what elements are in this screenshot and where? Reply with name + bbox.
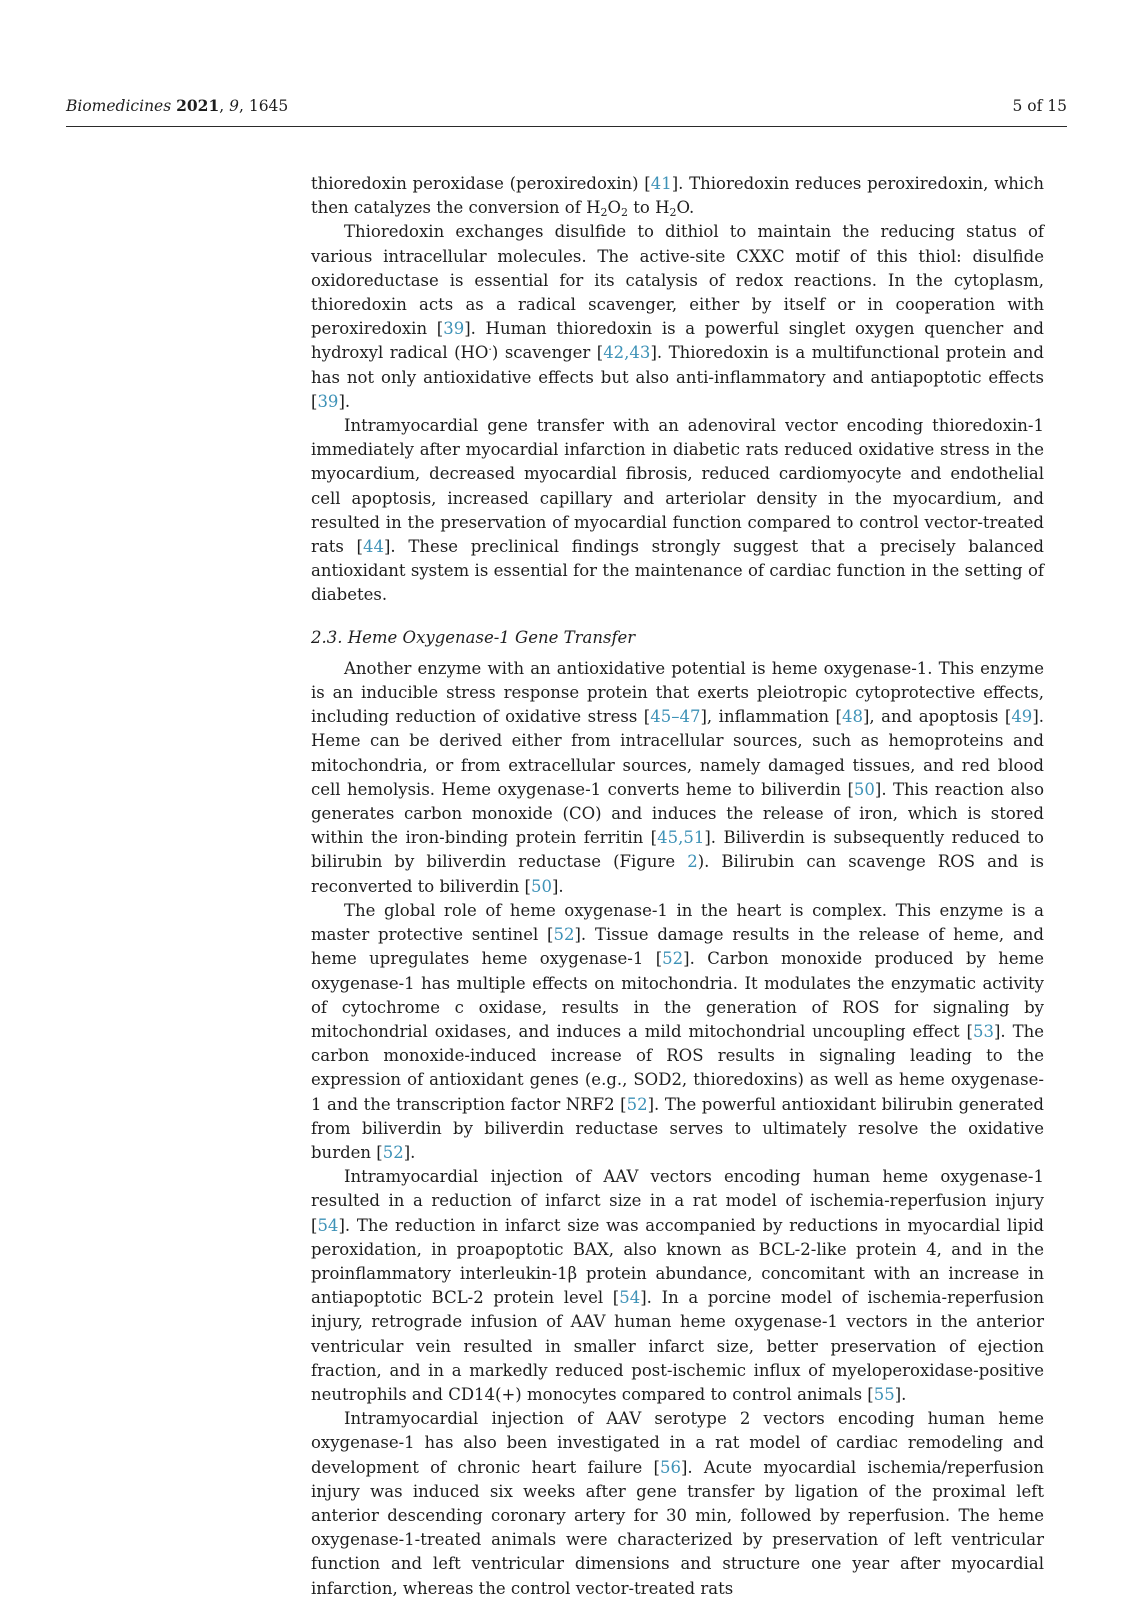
citation-link[interactable]: 39 — [443, 319, 465, 339]
header-text-run: Biomedicines — [66, 97, 177, 115]
citation-link[interactable]: 52 — [553, 925, 575, 945]
chemical-subscript: 2 — [621, 206, 629, 220]
citation-link[interactable]: 56 — [659, 1457, 681, 1477]
citation-link[interactable]: 53 — [972, 1021, 994, 1041]
paragraph: thioredoxin peroxidase (peroxiredoxin) [41]. Thioredoxin reduces peroxiredoxin, which then catalyzes the conversion of $H_2O_2$ to $H_2O$. — [311, 174, 1045, 220]
citation-link[interactable]: 44 — [363, 537, 384, 557]
paragraph: Thioredoxin exchanges disulfide to dithiol to maintain the reducing status of various intracellular molecules. The active-site CXXC motif of this thiol: disulfide oxidoreductase is essential for its catalysis of redox reactions. In the cytoplasm, thioredoxin acts as a radical scavenger, either by itself or in cooperation with peroxiredoxin [39]. Human thioredoxin is a powerful singlet oxygen quencher and hydroxyl radical (HO·) scavenger [42,43]. Thioredoxin is a multifunctional protein and has not only antioxidative effects but also anti-inflammatory and antiapoptotic effects [39]. — [311, 222, 1044, 411]
citation-link[interactable]: 52 — [626, 1094, 648, 1114]
citation-link[interactable]: 2 — [687, 852, 698, 872]
journal-citation — [66, 96, 288, 115]
running-head — [66, 96, 1067, 115]
paragraph: Intramyocardial injection of AAV vectors encoding human heme oxygenase-1 resulted in a reduction of infarct size in a rat model of ischemia-reperfusion injury [54]. The reduction in infarct size was accompanied by reductions in myocardial lipid peroxidation, in proapoptotic BAX, also known as BCL-2-like protein 4, and in the proinflammatory interleukin-1β protein abundance, concomitant with an increase in antiapoptotic BCL-2 protein level [54]. In a porcine model of ischemia-reperfusion injury, retrograde infusion of AAV human heme oxygenase-1 vectors in the anterior ventricular vein resulted in smaller infarct size, better preservation of ejection fraction, and in a markedly reduced post-ischemic influx of myeloperoxidase-positive neutrophils and CD14(+) monocytes compared to control animals [55]. — [311, 1167, 1044, 1404]
header-text-run: , — [219, 97, 230, 115]
citation-link[interactable]: 52 — [662, 949, 684, 969]
header-text-run: , 1645 — [238, 97, 289, 115]
header-text-run: 9 — [229, 97, 239, 115]
article-body — [311, 172, 1044, 1600]
paragraph: Intramyocardial injection of AAV serotype 2 vectors encoding human heme oxygenase-1 has also been investigated in a rat model of cardiac remodeling and development of chronic heart failure [56]. Acute myocardial ischemia/reperfusion injury was induced six weeks after gene transfer by ligation of the proximal left anterior descending coronary artery for 30 min, followed by reperfusion. The heme oxygenase-1-treated animals were characterized by preservation of left ventricular function and left ventricular dimensions and structure one year after myocardial infarction, whereas the control vector-treated rats — [311, 1409, 1044, 1598]
page-number-label: 5 of 15 — [1012, 97, 1067, 115]
header-text-run: 2021 — [176, 96, 220, 115]
citation-link[interactable]: 54 — [619, 1288, 641, 1308]
citation-link[interactable]: 41 — [650, 174, 672, 193]
citation-link[interactable]: 42,43 — [603, 343, 651, 363]
section-heading: 2.3. Heme Oxygenase-1 Gene Transfer — [311, 627, 636, 647]
paragraph: The global role of heme oxygenase-1 in the heart is complex. This enzyme is a master protective sentinel [52]. Tissue damage results in the release of heme, and heme upregulates heme oxygenase-1 [52]. Carbon monoxide produced by heme oxygenase-1 has multiple effects on mitochondria. It modulates the enzymatic activity of cytochrome c oxidase, results in the generation of ROS for signaling by mitochondrial oxidases, and induces a mild mitochondrial uncoupling effect [53]. The carbon monoxide-induced increase of ROS results in signaling leading to the expression of antioxidant genes (e.g., SOD2, thioredoxins) as well as heme oxygenase-1 and the transcription factor NRF2 [52]. The powerful antioxidant bilirubin generated from biliverdin by biliverdin reductase serves to ultimately resolve the oxidative burden [52]. — [311, 900, 1044, 1162]
citation-link[interactable]: 55 — [873, 1384, 895, 1404]
citation-link[interactable]: 50 — [853, 779, 875, 799]
paragraph: Intramyocardial gene transfer with an adenoviral vector encoding thioredoxin-1 immediately after myocardial infarction in diabetic rats reduced oxidative stress in the myocardium, decreased myocardial fibrosis, reduced cardiomyocyte and endothelial cell apoptosis, increased capillary and arteriolar density in the myocardium, and resulted in the preservation of myocardial function compared to control vector-treated rats [44]. These preclinical findings strongly suggest that a precisely balanced antioxidant system is essential for the maintenance of cardiac function in the setting of diabetes. — [311, 416, 1044, 605]
chemical-subscript: 2 — [600, 206, 608, 220]
citation-link[interactable]: 45–47 — [650, 707, 701, 727]
citation-link[interactable]: 45,51 — [657, 828, 705, 848]
header-divider — [66, 126, 1067, 127]
citation-link[interactable]: 39 — [317, 391, 339, 411]
radical-dot: · — [488, 343, 492, 357]
chemical-subscript: 2 — [669, 206, 677, 220]
citation-link[interactable]: 54 — [317, 1215, 339, 1235]
citation-link[interactable]: 52 — [382, 1142, 404, 1162]
citation-link[interactable]: 50 — [530, 876, 552, 896]
citation-link[interactable]: 49 — [1011, 707, 1033, 727]
citation-link[interactable]: 48 — [841, 707, 863, 727]
paragraph: Another enzyme with an antioxidative potential is heme oxygenase-1. This enzyme is an inducible stress response protein that exerts pleiotropic cytoprotective effects, including reduction of oxidative stress [45–47], inflammation [48], and apoptosis [49]. Heme can be derived either from intracellular sources, such as hemoproteins and mitochondria, or from extracellular sources, namely damaged tissues, and red blood cell hemolysis. Heme oxygenase-1 converts heme to biliverdin [50]. This reaction also generates carbon monoxide (CO) and induces the release of iron, which is stored within the iron-binding protein ferritin [45,51]. Biliverdin is subsequently reduced to bilirubin by biliverdin reductase (Figure 2). Bilirubin can scavenge ROS and is reconverted to biliverdin [50]. — [311, 658, 1044, 896]
